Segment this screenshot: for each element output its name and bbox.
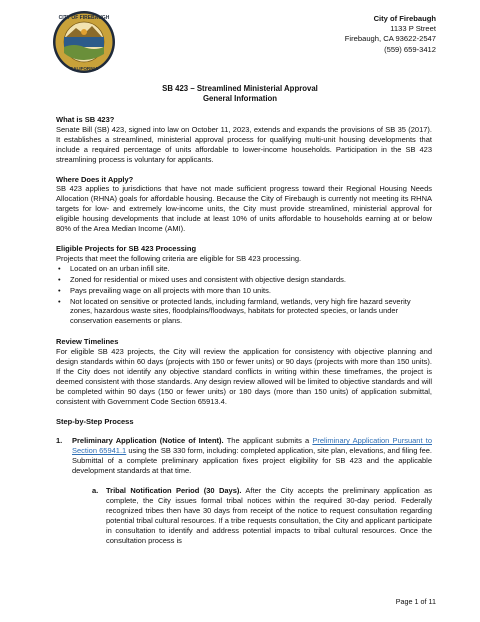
step-1-title: Preliminary Application (Notice of Intent).	[72, 436, 224, 446]
section-heading-eligible: Eligible Projects for SB 423 Processing	[56, 243, 197, 253]
section-intro-eligible: Projects that meet the following criteria are eligible for SB 423 processing.	[56, 253, 302, 263]
section-heading-what: What is SB 423?	[56, 115, 115, 124]
step-1a-title: Tribal Notification Period (30 Days).	[106, 486, 242, 496]
seal-top-text: CITY OF FIREBAUGH	[58, 15, 110, 21]
city-address-block	[345, 14, 436, 55]
street-address: 1133 P Street	[390, 24, 436, 34]
list-item: • Pays prevailing wage on all projects with more than 10 units.	[58, 285, 271, 295]
title-line-2: General Information	[202, 94, 278, 104]
section-text-where: SB 423 applies to jurisdictions that have not made sufficient progress toward their Regional Housing Needs Allocation (RHNA) goals for affordable housing. Because the City of Firebaugh is currently not meeting its RHNA targets for low- and extremely low-income units, the City must provide streamlined, ministerial approval for eligible housing developments that include at least 10% of units affordable to households earning at or below 80% of the Area Median Income (AMI).	[56, 184, 432, 234]
page-number: Page 1 of 11	[395, 597, 436, 606]
list-item: • Located on an urban infill site.	[58, 263, 170, 273]
list-item: • Not located on sensitive or protected lands, including farmland, wetlands, very high fire hazard severity zones, hazardous waste sites, floodplains/floodways, habitats for protected species, or lands under conservation easements or plans.	[58, 296, 411, 326]
city-name: City of Firebaugh	[373, 14, 436, 23]
phone-number: (559) 659-3412	[384, 44, 436, 54]
step-1	[56, 436, 432, 476]
step-1-text-pre: The applicant submits a	[223, 436, 313, 446]
eligibility-list	[56, 264, 432, 326]
section-heading-review: Review Timelines	[56, 337, 119, 347]
step-1a	[92, 486, 432, 545]
section-text-what: Senate Bill (SB) 423, signed into law on October 11, 2023, extends and expands the provisions of SB 35 (2017). It establishes a streamlined, ministerial approval process for qualifying multi-unit housing developments that include a required percentage of units affordable to lower-income households. Participation in the SB 423 streamlining process is voluntary for applicants.	[56, 124, 432, 164]
section-heading-steps: Step-by-Step Process	[56, 416, 134, 426]
section-text-review: For eligible SB 423 projects, the City will review the application for consistency with objective planning and design standards within 60 days (projects with 150 or fewer units) or 90 days (projects with more than 150 units). If the City does not identify any objective standard conflicts in writing within these timeframes, the project is deemed consistent with those standards. Any design review allowed will be limited to objective standards and will be completed within 90 days (150 or fewer units) or 180 days (more than 150 units) of application submittal, consistent with Government Code Section 65913.4.	[56, 347, 432, 406]
city-state-zip: Firebaugh, CA 93622-2547	[344, 34, 436, 44]
document-body	[56, 115, 432, 546]
step-1a-letter: a.	[92, 486, 99, 496]
seal-bottom-text: CALIFORNIA	[69, 66, 99, 71]
step-1a-text: After the City accepts the preliminary application as complete, the City issues formal tribal notices within the required 30-day period. Federally recognized tribes then have 30 days from receipt of the notice to request consultation regarding potential tribal cultural resources. If a tribe requests consultation, the City and applicant participate in consultation to identify and address potential impacts to tribal cultural resources. Once the consultation process is	[106, 486, 433, 545]
document-title	[0, 84, 480, 105]
step-1-text-post: using the SB 330 form, including: completed application, site plan, elevations, and filing fee. Submittal of a complete preliminary application fixes project eligibility for SB 423 and the applicable development standards at that time.	[72, 446, 432, 476]
preliminary-application-link[interactable]: Preliminary Application Pursuant to Section 65941.1	[72, 436, 432, 456]
step-1-number: 1.	[56, 436, 63, 446]
city-seal-logo	[52, 10, 116, 74]
list-item: • Zoned for residential or mixed uses and consistent with objective design standards.	[58, 274, 346, 284]
section-heading-where: Where Does it Apply?	[56, 174, 134, 184]
title-line-1: SB 423 – Streamlined Ministerial Approval	[162, 84, 318, 93]
